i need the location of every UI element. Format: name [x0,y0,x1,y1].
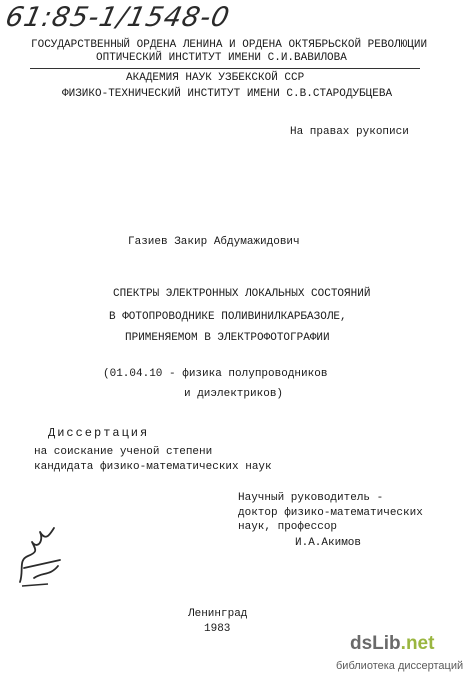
dissertation-heading: Диссертация [48,426,150,440]
year: 1983 [204,623,231,635]
header-rule [30,68,420,69]
watermark [336,633,463,672]
watermark-tagline: библиотека диссертаций [336,660,463,672]
specialty-line-2: и диэлектриков) [184,388,284,400]
specialty-line-1: (01.04.10 - физика полупроводников [103,368,328,380]
author-name: Газиев Закир Абдумажидович [128,236,300,248]
header-line-3: АКАДЕМИЯ НАУК УЗБЕКСКОЙ ССР [126,72,305,84]
dissertation-line-1: на соискание ученой степени [34,446,213,458]
watermark-logo: dsLib.net [350,633,435,654]
supervisor-line-2: доктор физико-математических [238,507,423,519]
manuscript-note: На правах рукописи [290,126,409,138]
supervisor-line-3: наук, профессор [238,521,338,533]
supervisor-line-1: Научный руководитель - [238,492,384,504]
header-line-4: ФИЗИКО-ТЕХНИЧЕСКИЙ ИНСТИТУТ ИМЕНИ С.В.СТАРОДУБЦЕВА [62,88,393,100]
city: Ленинград [188,608,248,620]
header-line-1: ГОСУДАРСТВЕННЫЙ ОРДЕНА ЛЕНИНА И ОРДЕНА ОКТЯБРЬСКОЙ РЕВОЛЮЦИИ [31,39,428,51]
title-line-2: В ФОТОПРОВОДНИКЕ ПОЛИВИНИЛКАРБАЗОЛЕ, [109,311,347,323]
title-line-1: СПЕКТРЫ ЭЛЕКТРОННЫХ ЛОКАЛЬНЫХ СОСТОЯНИЙ [113,288,371,300]
supervisor-name: И.А.Акимов [295,537,362,549]
header-line-2: ОПТИЧЕСКИЙ ИНСТИТУТ ИМЕНИ С.И.ВАВИЛОВА [96,52,347,64]
handwritten-archive-code: 61:85-1/1548-0 [2,2,233,33]
dissertation-line-2: кандидата физико-математических наук [34,461,272,473]
handwritten-signature [14,520,68,590]
title-line-3: ПРИМЕНЯЕМОМ В ЭЛЕКТРОФОТОГРАФИИ [125,332,330,344]
